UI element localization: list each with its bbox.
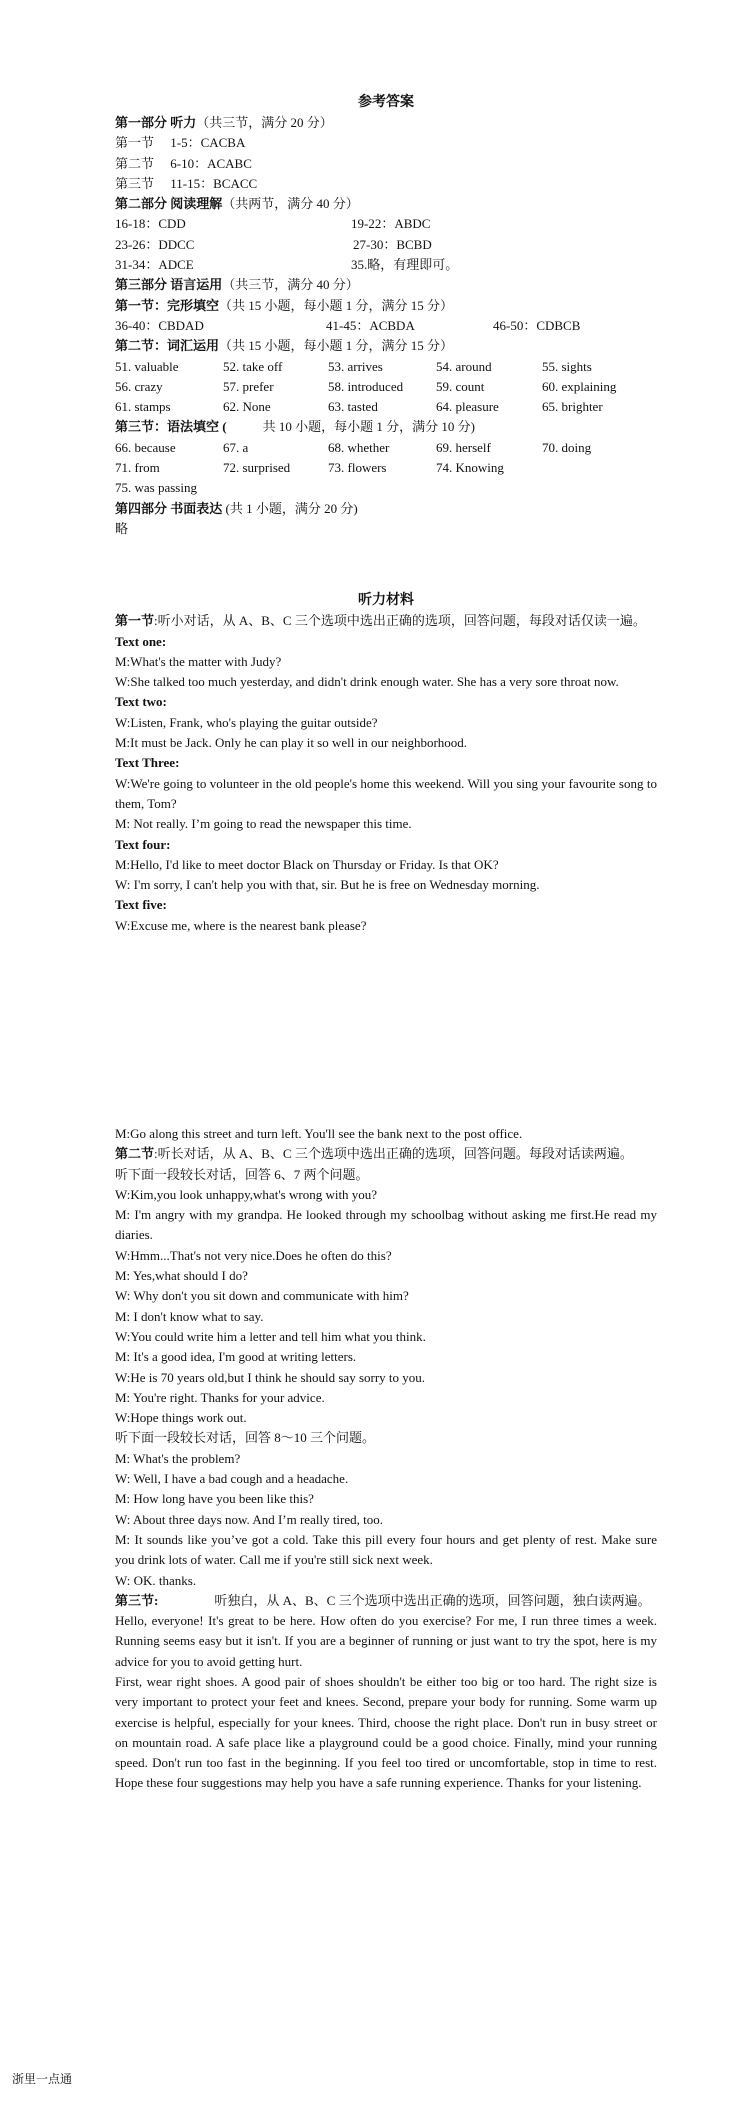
part1-heading: 第一部分 听力（共三节，满分 20 分）: [115, 115, 333, 130]
dialogue-line: M: How long have you been like this?: [115, 1491, 314, 1507]
dialogue-line: M: Yes,what should I do?: [115, 1268, 248, 1284]
dialogue-line: M: I'm angry with my grandpa. He looked through my schoolbag without asking me first.He read my diaries.: [115, 1207, 657, 1243]
text-label: Text four:: [115, 836, 171, 852]
dialogue-line: M: It's a good idea, I'm good at writing letters.: [115, 1349, 357, 1365]
dialogue-line: M: You're right. Thanks for your advice.: [115, 1389, 325, 1405]
conversation-intro: 听下面一段较长对话，回答 6、7 两个问题。: [115, 1166, 369, 1182]
answer-line: 75. was passing: [115, 480, 197, 496]
footer-watermark: 浙里一点通: [12, 2072, 73, 2086]
conversation-intro: 听下面一段较长对话，回答 8～10 三个问题。: [115, 1430, 376, 1446]
dialogue-line: M: What's the problem?: [115, 1450, 241, 1466]
answer-row: 66. because 67. a 68. whether 69. herself 70. doing: [115, 439, 592, 455]
part2-heading: 第二部分 阅读理解（共两节，满分 40 分）: [115, 196, 359, 212]
dialogue-line: W:Excuse me, where is the nearest bank please?: [115, 917, 367, 933]
text-label: Text one:: [115, 633, 167, 649]
answers-title: 参考答案: [358, 95, 414, 110]
dialogue-line: W: Why don't you sit down and communicate with him?: [115, 1288, 409, 1304]
dialogue-line: M: It sounds like you’ve got a cold. Take this pill every four hours and get plenty of rest. Make sure you drink lots of water. Call me if you're still sick next week.: [115, 1531, 657, 1568]
section3-heading: 第三节：语法填空 ( 共 10 小题，每小题 1 分，满分 10 分): [115, 419, 475, 435]
dialogue-line: W:He is 70 years old,but I think he should say sorry to you.: [115, 1369, 426, 1385]
answer-row: 71. from 72. surprised 73. flowers 74. Knowing: [115, 460, 504, 476]
dialogue-line: M: Not really. I’m going to read the newspaper this time.: [115, 816, 412, 832]
answer-row: 16-18：CDD 19-22：ABDC: [115, 216, 431, 232]
answer-line: 第一节 1-5：CACBA: [115, 135, 246, 151]
answer-row: 51. valuable 52. take off 53. arrives 54. around 55. sights: [115, 358, 592, 374]
answer-line: 第三节 11-15：BCACC: [115, 175, 258, 191]
dialogue-line: W:We're going to volunteer in the old people's home this weekend. Will you sing your favourite song to them, Tom?: [115, 775, 657, 811]
dialogue-line: W: Well, I have a bad cough and a headache.: [115, 1471, 349, 1487]
monologue-paragraph: First, wear right shoes. A good pair of shoes shouldn't be either too big or too hard. The right size is very important to protect your feet and knees. Second, prepare your body for running. Some warm up exercise is helpful, especially for your knees. Third, choose the right place. Don't run in busy street or on mountain road. A safe place like a playground could be a good choice. Finally, mind your running speed. Don't run too fast in the beginning. If you feel too tired or uncomfortable, stop in time to rest. Hope these four suggestions may help you have a safe running experience. Thanks for your listening.: [115, 1674, 657, 1791]
dialogue-line: M:Hello, I'd like to meet doctor Black on Thursday or Friday. Is that OK?: [115, 856, 499, 872]
part4-heading: 第四部分 书面表达 (共 1 小题，满分 20 分): [115, 500, 358, 516]
dialogue-line: W:You could write him a letter and tell him what you think.: [115, 1328, 426, 1344]
dialogue-line: M:Go along this street and turn left. You'll see the bank next to the post office.: [115, 1125, 523, 1141]
dialogue-line: W:Kim,you look unhappy,what's wrong with you?: [115, 1186, 378, 1202]
text-label: Text two:: [115, 694, 167, 710]
listening-title: 听力材料: [358, 593, 414, 609]
section1-heading: 第一节：完形填空（共 15 小题，每小题 1 分，满分 15 分）: [115, 297, 454, 313]
answer-row: 23-26：DDCC 27-30：BCBD: [115, 236, 432, 252]
answer-row: 36-40：CBDAD 41-45：ACBDA 46-50：CDBCB: [115, 317, 581, 333]
dialogue-line: W: About three days now. And I’m really tired, too.: [115, 1511, 384, 1527]
dialogue-line: W: OK. thanks.: [115, 1572, 197, 1588]
answer-line: 第二节 6-10：ACABC: [115, 155, 252, 171]
dialogue-line: M:What's the matter with Judy?: [115, 653, 282, 669]
answer-row: 56. crazy 57. prefer 58. introduced 59. count 60. explaining: [115, 378, 617, 394]
part4-answer: 略: [115, 520, 129, 536]
monologue-paragraph: Hello, everyone! It's great to be here. How often do you exercise? For me, I run three times a week. Running seems easy but it isn't. If you are a beginner of running or just want to try the spot, here is my advice for you to avoid getting hurt.: [115, 1613, 657, 1669]
document-page: [115, 93, 657, 1794]
answer-row: 31-34：ADCE 35.略，有理即可。: [115, 257, 459, 273]
listening-section2-instruction: 第二节:听长对话，从 A、B、C 三个选项中选出正确的选项，回答问题。每段对话读两遍。: [115, 1146, 633, 1162]
listening-section1-instruction: 第一节:听小对话，从 A、B、C 三个选项中选出正确的选项，回答问题，每段对话仅读一遍。: [115, 613, 646, 629]
dialogue-line: M: I don't know what to say.: [115, 1308, 264, 1324]
part3-heading: 第三部分 语言运用（共三节，满分 40 分）: [115, 277, 359, 293]
text-label: Text Three:: [115, 755, 180, 771]
listening-section3-instruction: 第三节: 听独白，从 A、B、C 三个选项中选出正确的选项，回答问题，独白读两遍。: [115, 1592, 651, 1608]
dialogue-line: W:Listen, Frank, who's playing the guitar outside?: [115, 714, 378, 730]
dialogue-line: W:Hmm...That's not very nice.Does he often do this?: [115, 1247, 392, 1263]
answer-row: 61. stamps 62. None 63. tasted 64. pleasure 65. brighter: [115, 399, 603, 415]
dialogue-line: W:Hope things work out.: [115, 1410, 247, 1426]
text-label: Text five:: [115, 897, 167, 913]
dialogue-line: M:It must be Jack. Only he can play it so well in our neighborhood.: [115, 735, 468, 751]
section2-heading: 第二节：词汇运用（共 15 小题，每小题 1 分，满分 15 分）: [115, 338, 454, 354]
dialogue-line: W:She talked too much yesterday, and didn't drink enough water. She has a very sore throat now.: [115, 674, 619, 690]
dialogue-line: W: I'm sorry, I can't help you with that, sir. But he is free on Wednesday morning.: [115, 877, 540, 893]
